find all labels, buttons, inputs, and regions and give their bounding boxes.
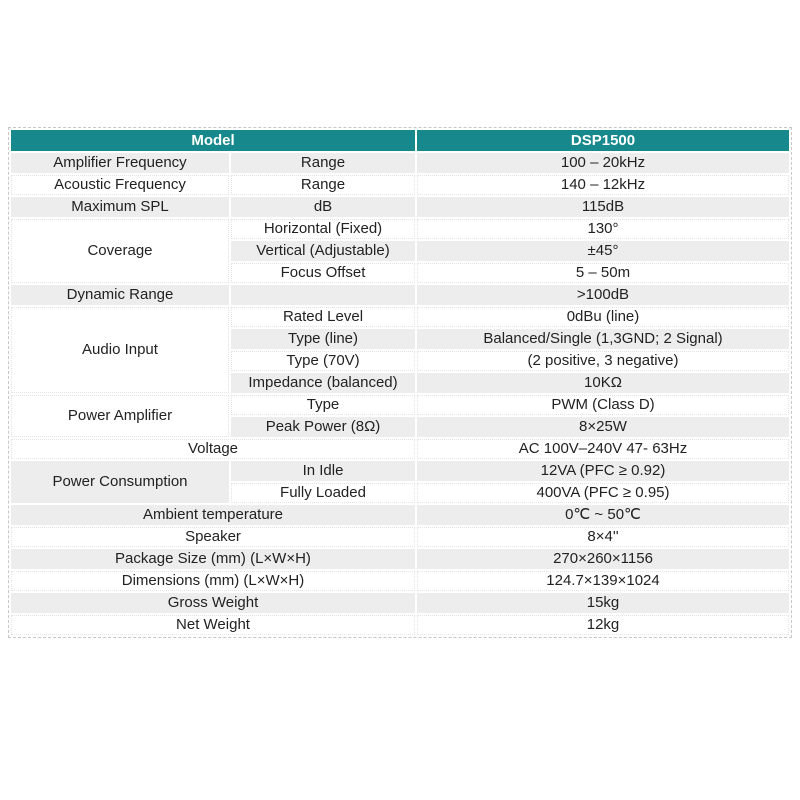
spec-cell: Net Weight [11,615,415,635]
spec-cell: Fully Loaded [231,483,415,503]
spec-cell: Impedance (balanced) [231,373,415,393]
spec-cell: >100dB [417,285,789,305]
spec-cell: Range [231,153,415,173]
table-row [11,549,789,569]
spec-cell: 124.7×139×1024 [417,571,789,591]
spec-table [9,128,791,637]
spec-cell: 140 – 12kHz [417,175,789,195]
spec-cell: Range [231,175,415,195]
spec-table-container [8,127,792,638]
spec-cell: Audio Input [11,307,229,393]
spec-cell: Power Consumption [11,461,229,503]
table-row [11,527,789,547]
spec-cell: Rated Level [231,307,415,327]
table-row [11,219,789,239]
spec-cell: Maximum SPL [11,197,229,217]
spec-cell: Dynamic Range [11,285,229,305]
spec-cell: 270×260×1156 [417,549,789,569]
spec-cell: 115dB [417,197,789,217]
table-row [11,153,789,173]
table-row [11,197,789,217]
model-value-header-cell: DSP1500 [417,130,789,151]
table-row [11,461,789,481]
spec-cell: Coverage [11,219,229,283]
table-row [11,593,789,613]
model-header-cell: Model [11,130,415,151]
spec-cell: 10KΩ [417,373,789,393]
spec-cell: Dimensions (mm) (L×W×H) [11,571,415,591]
spec-cell: 5 – 50m [417,263,789,283]
spec-cell [231,285,415,305]
table-row [11,571,789,591]
spec-cell: Horizontal (Fixed) [231,219,415,239]
spec-cell: 8×25W [417,417,789,437]
table-row [11,439,789,459]
spec-cell: Speaker [11,527,415,547]
table-row [11,505,789,525]
spec-cell: AC 100V–240V 47- 63Hz [417,439,789,459]
table-row [11,395,789,415]
spec-cell: 12VA (PFC ≥ 0.92) [417,461,789,481]
table-row [11,175,789,195]
spec-cell: 8×4'' [417,527,789,547]
spec-cell: dB [231,197,415,217]
table-row [11,307,789,327]
spec-cell: Power Amplifier [11,395,229,437]
spec-cell: 100 – 20kHz [417,153,789,173]
spec-cell: (2 positive, 3 negative) [417,351,789,371]
spec-cell: Balanced/Single (1,3GND; 2 Signal) [417,329,789,349]
spec-cell: 0dBu (line) [417,307,789,327]
spec-cell: 400VA (PFC ≥ 0.95) [417,483,789,503]
spec-cell: 12kg [417,615,789,635]
spec-cell: ±45° [417,241,789,261]
spec-cell: Type (line) [231,329,415,349]
spec-cell: Voltage [11,439,415,459]
spec-cell: Peak Power (8Ω) [231,417,415,437]
spec-cell: Type (70V) [231,351,415,371]
table-row [11,615,789,635]
spec-cell: Acoustic Frequency [11,175,229,195]
spec-cell: Type [231,395,415,415]
spec-table-head [11,130,789,151]
spec-cell: In Idle [231,461,415,481]
spec-cell: Vertical (Adjustable) [231,241,415,261]
spec-cell: 15kg [417,593,789,613]
spec-cell: Gross Weight [11,593,415,613]
spec-cell: 0℃ ~ 50℃ [417,505,789,525]
spec-cell: PWM (Class D) [417,395,789,415]
spec-table-body [11,153,789,635]
spec-cell: Package Size (mm) (L×W×H) [11,549,415,569]
spec-cell: Ambient temperature [11,505,415,525]
spec-cell: 130° [417,219,789,239]
header-row [11,130,789,151]
table-row [11,285,789,305]
spec-cell: Focus Offset [231,263,415,283]
spec-cell: Amplifier Frequency [11,153,229,173]
